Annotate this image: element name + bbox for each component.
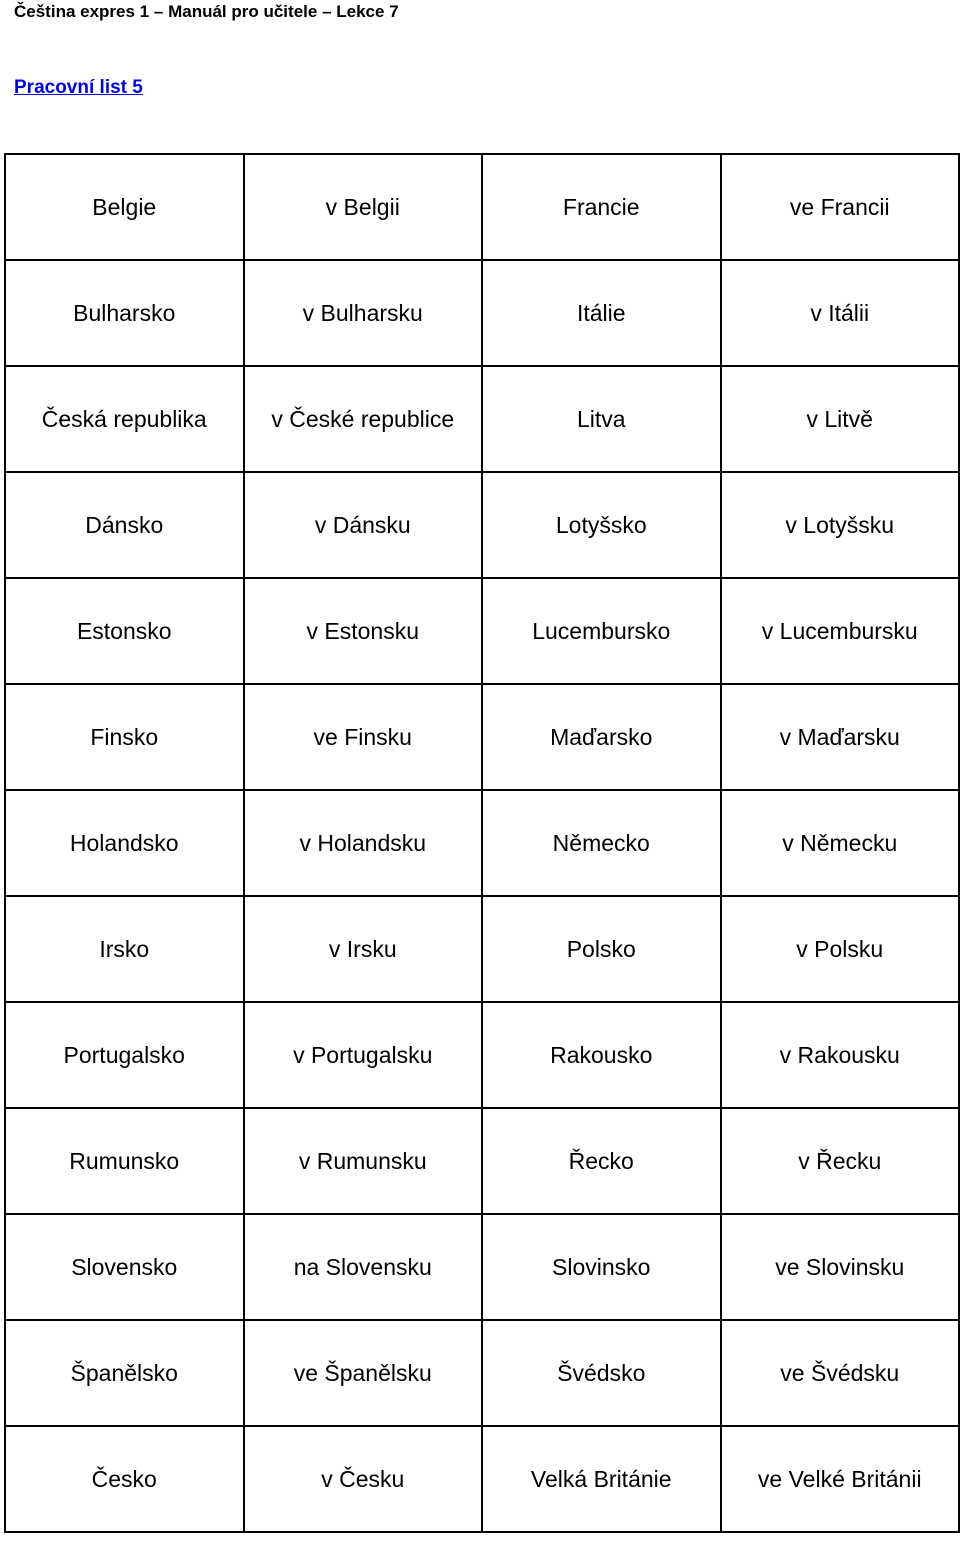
- table-cell: Česko: [5, 1426, 244, 1532]
- header-separator: –: [322, 2, 332, 21]
- country-table-body: [5, 154, 959, 1532]
- table-cell: v Portugalsku: [244, 1002, 483, 1108]
- table-cell: v Itálii: [721, 260, 960, 366]
- table-cell: Velká Británie: [482, 1426, 721, 1532]
- table-row: [5, 578, 959, 684]
- table-cell: Slovensko: [5, 1214, 244, 1320]
- worksheet-title-link[interactable]: Pracovní list 5: [14, 77, 143, 98]
- table-cell: ve Francii: [721, 154, 960, 260]
- manual-name: Manuál pro učitele: [168, 2, 318, 21]
- table-cell: Finsko: [5, 684, 244, 790]
- table-cell: Francie: [482, 154, 721, 260]
- table-cell: Německo: [482, 790, 721, 896]
- table-cell: ve Velké Británii: [721, 1426, 960, 1532]
- table-cell: Lotyšsko: [482, 472, 721, 578]
- table-cell: v Holandsku: [244, 790, 483, 896]
- table-cell: na Slovensku: [244, 1214, 483, 1320]
- table-cell: Irsko: [5, 896, 244, 1002]
- table-row: [5, 1320, 959, 1426]
- table-cell: Lucembursko: [482, 578, 721, 684]
- table-cell: Estonsko: [5, 578, 244, 684]
- table-cell: v Bulharsku: [244, 260, 483, 366]
- table-cell: Rakousko: [482, 1002, 721, 1108]
- table-cell: v Česku: [244, 1426, 483, 1532]
- table-cell: ve Španělsku: [244, 1320, 483, 1426]
- table-cell: v Lucembursku: [721, 578, 960, 684]
- table-cell: Slovinsko: [482, 1214, 721, 1320]
- table-cell: ve Slovinsku: [721, 1214, 960, 1320]
- table-cell: v Německu: [721, 790, 960, 896]
- table-cell: Itálie: [482, 260, 721, 366]
- table-row: [5, 1214, 959, 1320]
- table-cell: v Rakousku: [721, 1002, 960, 1108]
- table-cell: Belgie: [5, 154, 244, 260]
- lesson-name: Lekce 7: [336, 2, 399, 21]
- table-cell: Dánsko: [5, 472, 244, 578]
- table-row: [5, 154, 959, 260]
- table-cell: Švédsko: [482, 1320, 721, 1426]
- header-separator: –: [153, 2, 164, 21]
- table-cell: v Lotyšsku: [721, 472, 960, 578]
- table-cell: Španělsko: [5, 1320, 244, 1426]
- table-cell: Rumunsko: [5, 1108, 244, 1214]
- table-cell: v Řecku: [721, 1108, 960, 1214]
- table-cell: Polsko: [482, 896, 721, 1002]
- table-row: [5, 790, 959, 896]
- table-row: [5, 684, 959, 790]
- table-cell: v Belgii: [244, 154, 483, 260]
- table-cell: ve Finsku: [244, 684, 483, 790]
- table-cell: Bulharsko: [5, 260, 244, 366]
- table-cell: v Irsku: [244, 896, 483, 1002]
- table-cell: v Litvě: [721, 366, 960, 472]
- table-row: [5, 260, 959, 366]
- table-row: [5, 1002, 959, 1108]
- table-row: [5, 366, 959, 472]
- table-row: [5, 1426, 959, 1532]
- table-cell: Maďarsko: [482, 684, 721, 790]
- table-row: [5, 1108, 959, 1214]
- table-cell: Česká republika: [5, 366, 244, 472]
- table-cell: Řecko: [482, 1108, 721, 1214]
- table-cell: Litva: [482, 366, 721, 472]
- table-cell: v Polsku: [721, 896, 960, 1002]
- table-cell: v České republice: [244, 366, 483, 472]
- table-row: [5, 896, 959, 1002]
- table-cell: v Dánsku: [244, 472, 483, 578]
- table-cell: Portugalsko: [5, 1002, 244, 1108]
- table-cell: v Rumunsku: [244, 1108, 483, 1214]
- country-table: [4, 153, 960, 1533]
- table-cell: v Maďarsku: [721, 684, 960, 790]
- table-cell: Holandsko: [5, 790, 244, 896]
- table-row: [5, 472, 959, 578]
- table-cell: v Estonsku: [244, 578, 483, 684]
- course-name: Čeština expres 1: [14, 2, 150, 21]
- document-header: [14, 2, 399, 22]
- table-cell: ve Švédsku: [721, 1320, 960, 1426]
